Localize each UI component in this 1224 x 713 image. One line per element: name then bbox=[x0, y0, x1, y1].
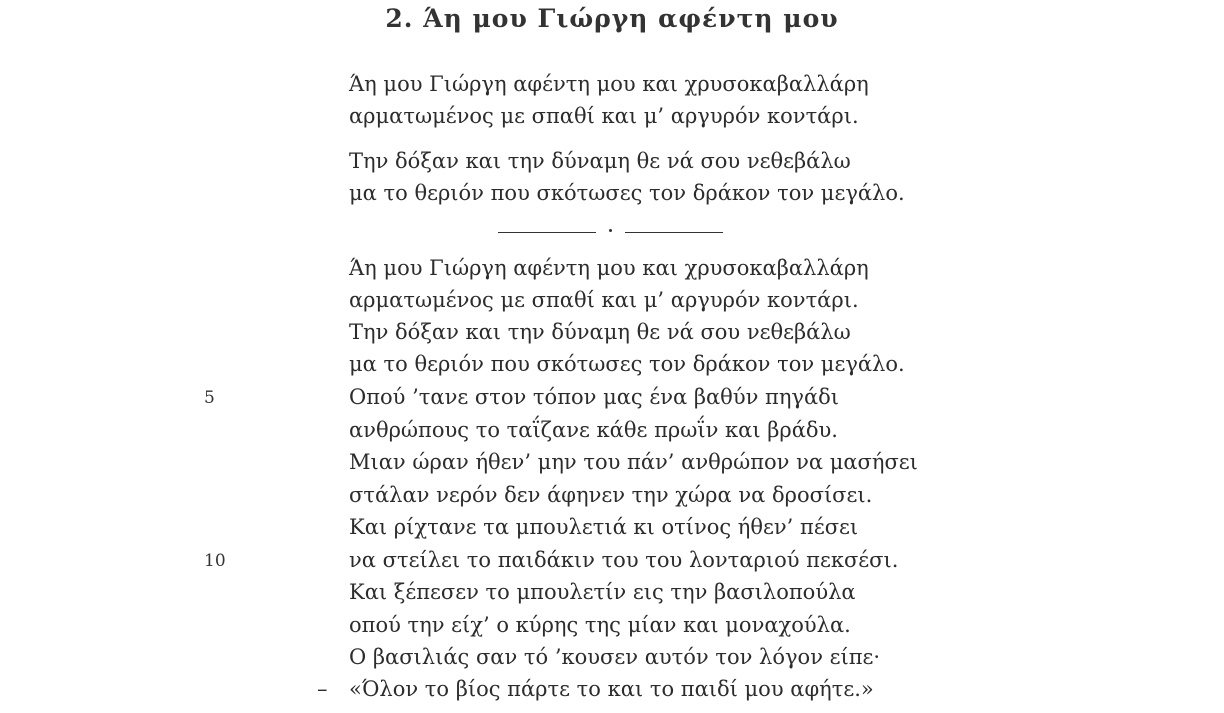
intro-line: Άη μου Γιώργη αφέντη μου και χρυσοκαβαλλάρη bbox=[349, 72, 869, 96]
poem-line: Οπού ’τανε στον τόπον μας ένα βαθύν πηγάδι bbox=[349, 385, 840, 409]
intro-line: αρματωμένος με σπαθί και μ’ αργυρόν κοντάρι. bbox=[349, 104, 859, 128]
poem-title: 2. Άη μου Γιώργη αφέντη μου bbox=[385, 4, 839, 33]
intro-line: μα το θεριόν που σκότωσες τον δράκον τον μεγάλο. bbox=[349, 181, 905, 205]
line-number-5: 5 bbox=[204, 388, 215, 408]
poem-line: Την δόξαν και την δύναμη θε νά σου νεθεβάλω bbox=[349, 320, 851, 344]
poem-line: Μιαν ώραν ήθεν’ μην του πάν’ ανθρώπον να μασήσει bbox=[349, 450, 918, 474]
poem-line: ανθρώπους το ταΐζανε κάθε πρωΐν και βράδυ. bbox=[349, 418, 838, 442]
poem-line: μα το θεριόν που σκότωσες τον δράκον τον μεγάλο. bbox=[349, 352, 905, 376]
speech-dash: – bbox=[317, 677, 328, 701]
poem-line: να στείλει το παιδάκιν του του λονταριού πεκσέσι. bbox=[349, 548, 899, 572]
poem-line: αρματωμένος με σπαθί και μ’ αργυρόν κοντάρι. bbox=[349, 288, 859, 312]
poem-line: οπού την είχ’ ο κύρης της μίαν και μοναχούλα. bbox=[349, 613, 851, 637]
section-divider-dot bbox=[609, 229, 612, 232]
line-number-10: 10 bbox=[204, 551, 226, 571]
intro-line: Την δόξαν και την δύναμη θε νά σου νεθεβάλω bbox=[349, 149, 851, 173]
poem-line: Και ρίχτανε τα μπουλετιά κι οτίνος ήθεν’ πέσει bbox=[349, 515, 859, 539]
poem-line: Και ξέπεσεν το μπουλετίν εις την βασιλοπούλα bbox=[349, 580, 856, 604]
poem-line: Ο βασιλιάς σαν τό ’κουσεν αυτόν τον λόγον είπε· bbox=[349, 645, 881, 669]
poem-line: στάλαν νερόν δεν άφηνεν την χώρα να δροσίσει. bbox=[349, 483, 873, 507]
section-divider-right bbox=[625, 232, 723, 233]
poem-line: «Όλον το βίος πάρτε το και το παιδί μου αφήτε.» bbox=[349, 677, 874, 701]
section-divider-left bbox=[498, 232, 596, 233]
poem-line: Άη μου Γιώργη αφέντη μου και χρυσοκαβαλλάρη bbox=[349, 256, 869, 280]
